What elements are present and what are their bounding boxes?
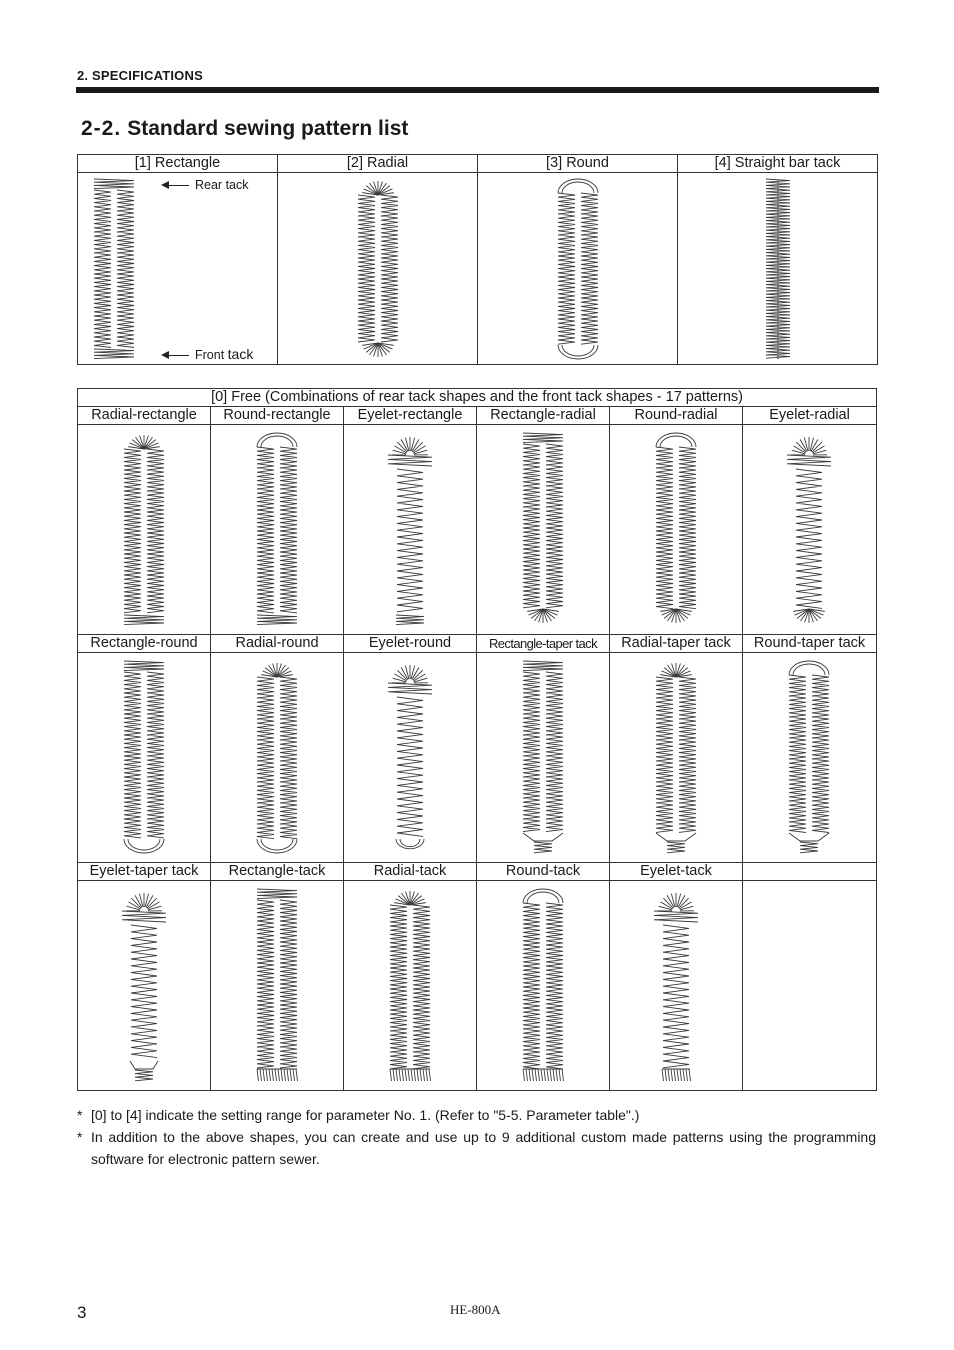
free-pattern-label: Round-tack <box>477 863 610 881</box>
pattern-figure-cell <box>610 881 743 1091</box>
free-pattern-label: Round-taper tack <box>743 635 877 653</box>
front-tack-label-big: tack <box>227 346 254 362</box>
pattern-figure-cell <box>610 653 743 863</box>
free-pattern-label: Eyelet-radial <box>743 407 877 425</box>
page-heading <box>81 117 408 141</box>
pattern-figure-cell <box>211 881 344 1091</box>
pattern-figure-cell <box>678 173 878 365</box>
pattern-label-round: [3] Round <box>478 155 678 173</box>
pattern-figure-cell <box>743 653 877 863</box>
pattern-figure-cell <box>344 653 477 863</box>
stitch-pattern-icon <box>211 425 343 634</box>
stitch-pattern-icon <box>743 425 876 634</box>
rear-tack-label: Rear tack <box>195 178 249 192</box>
pattern-figure-cell <box>344 881 477 1091</box>
free-pattern-label: Radial-tack <box>344 863 477 881</box>
free-pattern-label: Eyelet-taper tack <box>78 863 211 881</box>
free-pattern-label: Rectangle-taper tack <box>477 635 610 653</box>
stitch-pattern-icon <box>477 653 609 862</box>
stitch-pattern-icon <box>211 653 343 862</box>
pattern-figure-cell <box>78 173 278 365</box>
front-tack-annotation <box>163 346 253 362</box>
pattern-figure-cell <box>278 173 478 365</box>
header-rule <box>76 87 879 93</box>
pattern-figure-cell <box>78 425 211 635</box>
footnote-marker: * <box>77 1129 83 1145</box>
free-pattern-label: Radial-taper tack <box>610 635 743 653</box>
free-pattern-label: Rectangle-radial <box>477 407 610 425</box>
stitch-pattern-icon <box>477 425 609 634</box>
footnote-marker: * <box>77 1107 83 1123</box>
stitch-pattern-icon <box>344 425 476 634</box>
free-table-title: [0] Free (Combinations of rear tack shapes and the front tack shapes - 17 patterns) <box>78 389 877 407</box>
stitch-pattern-icon <box>610 653 742 862</box>
pattern-label-radial: [2] Radial <box>278 155 478 173</box>
pattern-figure-cell <box>477 425 610 635</box>
section-label: 2. SPECIFICATIONS <box>77 68 203 83</box>
pattern-figure-cell-empty <box>743 881 877 1091</box>
free-pattern-label: Eyelet-round <box>344 635 477 653</box>
stitch-pattern-icon <box>78 425 210 634</box>
free-pattern-label: Round-radial <box>610 407 743 425</box>
model-name: HE-800A <box>450 1302 501 1317</box>
arrow-left-icon <box>163 185 189 186</box>
heading-title: Standard sewing pattern list <box>127 117 409 140</box>
free-pattern-label: Round-rectangle <box>211 407 344 425</box>
pattern-figure-cell <box>477 653 610 863</box>
free-pattern-label: Radial-round <box>211 635 344 653</box>
heading-number: 2-2. <box>81 117 122 140</box>
stitch-pattern-icon <box>478 173 677 364</box>
pattern-figure-cell <box>743 425 877 635</box>
rear-tack-annotation <box>163 178 249 192</box>
pattern-label-rectangle: [1] Rectangle <box>78 155 278 173</box>
stitch-pattern-icon <box>78 653 210 862</box>
free-pattern-label: Rectangle-round <box>78 635 211 653</box>
stitch-pattern-icon <box>344 653 476 862</box>
pattern-figure-cell <box>344 425 477 635</box>
pattern-figure-cell <box>78 881 211 1091</box>
stitch-pattern-icon <box>278 173 477 364</box>
pattern-figure-cell <box>78 653 211 863</box>
pattern-figure-cell <box>477 881 610 1091</box>
footnote-text: [0] to [4] indicate the setting range for parameter No. 1. (Refer to "5-5. Parameter table".) <box>91 1107 640 1123</box>
front-tack-label-small: Front <box>195 348 225 362</box>
pattern-figure-cell <box>610 425 743 635</box>
free-pattern-label: Radial-rectangle <box>78 407 211 425</box>
pattern-figure-cell <box>211 425 344 635</box>
free-pattern-label: Eyelet-tack <box>610 863 743 881</box>
stitch-pattern-icon <box>344 881 476 1090</box>
free-pattern-label-empty <box>743 863 877 881</box>
free-pattern-label: Eyelet-rectangle <box>344 407 477 425</box>
footnote-text: In addition to the above shapes, you can create and use up to 9 additional custom made patterns using the programming software for electronic pattern sewer. <box>91 1129 876 1167</box>
footnote-1 <box>77 1104 876 1126</box>
free-pattern-label: Rectangle-tack <box>211 863 344 881</box>
stitch-pattern-icon <box>678 173 877 364</box>
stitch-pattern-icon <box>78 173 277 364</box>
stitch-pattern-icon <box>610 881 742 1090</box>
stitch-pattern-icon <box>211 881 343 1090</box>
page-number: 3 <box>77 1303 87 1322</box>
pattern-figure-cell <box>478 173 678 365</box>
pattern-label-straight-bar-tack: [4] Straight bar tack <box>678 155 878 173</box>
pattern-figure-cell <box>211 653 344 863</box>
stitch-pattern-icon <box>610 425 742 634</box>
stitch-pattern-icon <box>477 881 609 1090</box>
footnote-2 <box>77 1126 876 1170</box>
arrow-left-icon <box>163 355 189 356</box>
stitch-pattern-icon <box>78 881 210 1090</box>
free-pattern-table <box>77 388 877 1091</box>
stitch-pattern-icon <box>743 653 876 862</box>
